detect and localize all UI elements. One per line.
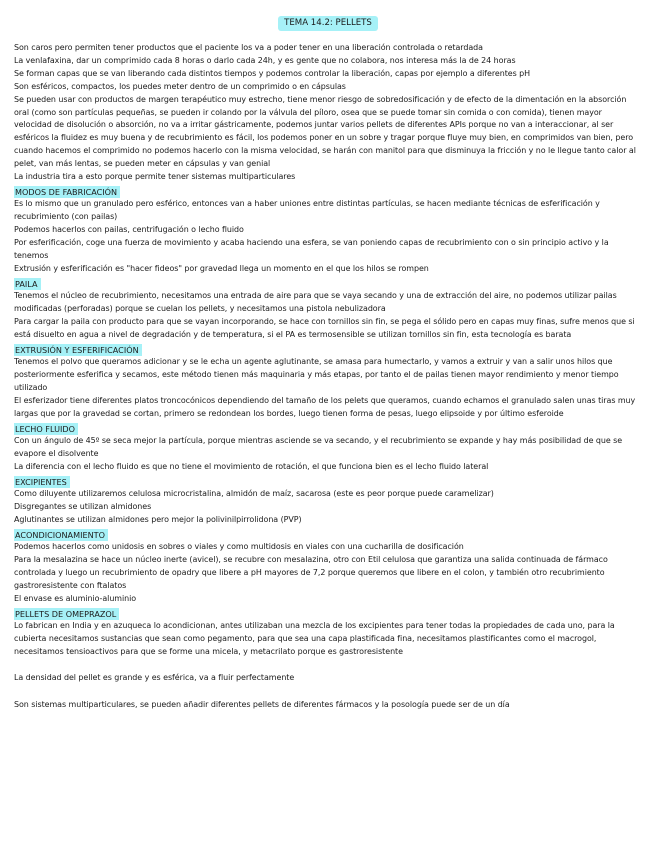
section-paragraph: El envase es aluminio-aluminio (14, 594, 137, 604)
intro-paragraph: Se pueden usar con productos de margen terapéutico muy estrecho, tiene menor riesgo de sobredosificación y de efecto de la dimentación en la absorción oral (como son partículas pequeñas, se pueden ir colando por la válvula del píloro, osea que se puede tomar sin comida o con comida), tienen mayor velocidad de disolución o absorción, no va a irritar gástricamente, podemos juntar varios pellets de diferentes APIs porque no van a interaccionar, al ser esféricos la fluidez es muy buena y de recubrimiento es fácil, los podemos poner en un sobre y tragar porque fluye muy bien, en comprimidos van bien, pero cuando hacemos el comprimido no podemos hacerlo con la misma velocidad, se harán con manitol para que disminuya la fricción y no le llegue tanto calor al pelet, van más lentas, se pueden meter en cápsulas y van genial (14, 94, 636, 169)
spacer (14, 659, 642, 672)
section-heading: EXCIPIENTES (14, 476, 70, 488)
section-fabricacion (14, 184, 642, 276)
section-paragraph: Lo fabrican en India y en azuqueca lo acondicionan, antes utilizaban una mezcla de los excipientes para tener todas la propiedades de cada uno, para la cubierta necesitamos sustancias que sean como pegamento, para que sea una capa plastificada fina, necesitamos plastificantes como el macrogol, necesitamos tensioactivos para que se forme una micela, y metacrilato porque es gastroresistente (14, 621, 615, 657)
intro-block (14, 42, 642, 184)
intro-paragraph: La venlafaxina, dar un comprimido cada 8 horas o darlo cada 24h, y es gente que no colabora, nos interesa más la de 24 horas (14, 55, 516, 65)
section-extrusion (14, 342, 642, 421)
section-paragraph: Para la mesalazina se hace un núcleo inerte (avicel), se recubre con mesalazina, otro con Etil celulosa que garantiza una salida continuada de fármaco controlada y luego un recubrimiento de opadry que libere a pH mayores de 7,2 porque queremos que libere en el colon, y también otro recubrimiento gastroresistente con ftalatos (14, 555, 608, 591)
intro-paragraph: La industria tira a esto porque permite tener sistemas multiparticulares (14, 172, 296, 182)
section-paragraph: Tenemos el polvo que queramos adicionar y se le echa un agente aglutinante, se amasa para humectarlo, y vamos a extruir y van a salir unos hilos que posteriormente esferifica y secamos, este método tienen más maquinaria y más etapas, por tanto el de pailas tienen mayor rendimiento y menor tiempo utilizado (14, 357, 619, 393)
section-paragraph: Extrusión y esferificación es "hacer fideos" por gravedad llega un momento en el que los hilos se rompen (14, 263, 429, 273)
section-heading: EXTRUSIÓN Y ESFERIFICACIÓN (14, 344, 142, 356)
section-acondicionamiento (14, 527, 642, 606)
section-paragraph: Aglutinantes se utilizan almidones pero mejor la polivinilpirrolidona (PVP) (14, 515, 302, 525)
section-heading: ACONDICIONAMIENTO (14, 529, 108, 541)
intro-paragraph: Se forman capas que se van liberando cada distintos tiempos y podemos controlar la liberación, capas por ejemplo a diferentes pH (14, 68, 531, 78)
closing-paragraph: Son sistemas multiparticulares, se pueden añadir diferentes pellets de diferentes fármacos y la posología puede ser de un día (14, 700, 510, 709)
section-paragraph: Como diluyente utilizaremos celulosa microcristalina, almidón de maíz, sacarosa (este es peor porque puede caramelizar) (14, 489, 494, 499)
page-title: TEMA 14.2: PELLETS (278, 16, 378, 31)
section-paragraph: La diferencia con el lecho fluido es que no tiene el movimiento de rotación, el que funciona bien es el lecho fluido lateral (14, 462, 489, 471)
section-paragraph: Disgregantes se utilizan almidones (14, 502, 152, 512)
intro-paragraph: Son caros pero permiten tener productos que el paciente los va a poder tener en una liberación controlada o retardada (14, 43, 483, 52)
section-paragraph: Tenemos el núcleo de recubrimiento, necesitamos una entrada de aire para que se vaya secando y una de extracción del aire, no podemos utilizar pailas modificadas (perforadas) porque se cuelan los pellets, y necesitamos una pistola nebulizadora (14, 291, 617, 314)
section-heading: PELLETS DE OMEPRAZOL (14, 608, 119, 620)
notes-page (14, 10, 642, 712)
section-heading: LECHO FLUIDO (14, 423, 78, 435)
section-paragraph: El esferizador tiene diferentes platos troncocónicos dependiendo del tamaño de los pelets que queramos, cuando echamos el granulado salen unas tiras muy largas que por la gravedad se cortan, primero se redondean los bordes, luego tienen forma de pesas, luego elipsoide y por último esferoide (14, 395, 636, 418)
section-paragraph: Es lo mismo que un granulado pero esférico, entonces van a haber uniones entre distintas partículas, se hacen mediante técnicas de esferificación y recubrimiento (con pailas) (14, 199, 600, 222)
section-paragraph: Por esferificación, coge una fuerza de movimiento y acaba haciendo una esfera, se van poniendo capas de recubrimiento con o sin principio activo y la tenemos (14, 238, 609, 260)
section-paila (14, 276, 642, 342)
intro-paragraph: Son esféricos, compactos, los puedes meter dentro de un comprimido o en cápsulas (14, 81, 346, 91)
section-paragraph: Podemos hacerlos con pailas, centrifugación o lecho fluido (14, 225, 244, 235)
spacer (14, 685, 642, 699)
section-heading: MODOS DE FABRICACIÓN (14, 186, 120, 198)
section-paragraph: Podemos hacerlos como unidosis en sobres o viales y como multidosis en viales con una cucharilla de dosificación (14, 542, 464, 552)
section-excipientes (14, 474, 642, 527)
title-row (14, 10, 642, 31)
section-omeprazol (14, 606, 642, 659)
section-heading: PAILA (14, 278, 41, 290)
section-paragraph: Para cargar la paila con producto para que se vayan incorporando, se hace con tornillos sin fin, se pega el sólido pero en capas muy finas, sufre menos que si está disuelto en agua a nivel de degradación y de temperatura, si el PA es termosensible se utilizan tornillos sin fin, esta tecnología es barata (14, 317, 635, 339)
closing-paragraph: La densidad del pellet es grande y es esférica, va a fluir perfectamente (14, 673, 295, 683)
section-lecho-fluido (14, 421, 642, 474)
section-paragraph: Con un ángulo de 45º se seca mejor la partícula, porque mientras asciende se va secando, y el recubrimiento se expande y hay más posibilidad de que se evapore el disolvente (14, 436, 623, 459)
